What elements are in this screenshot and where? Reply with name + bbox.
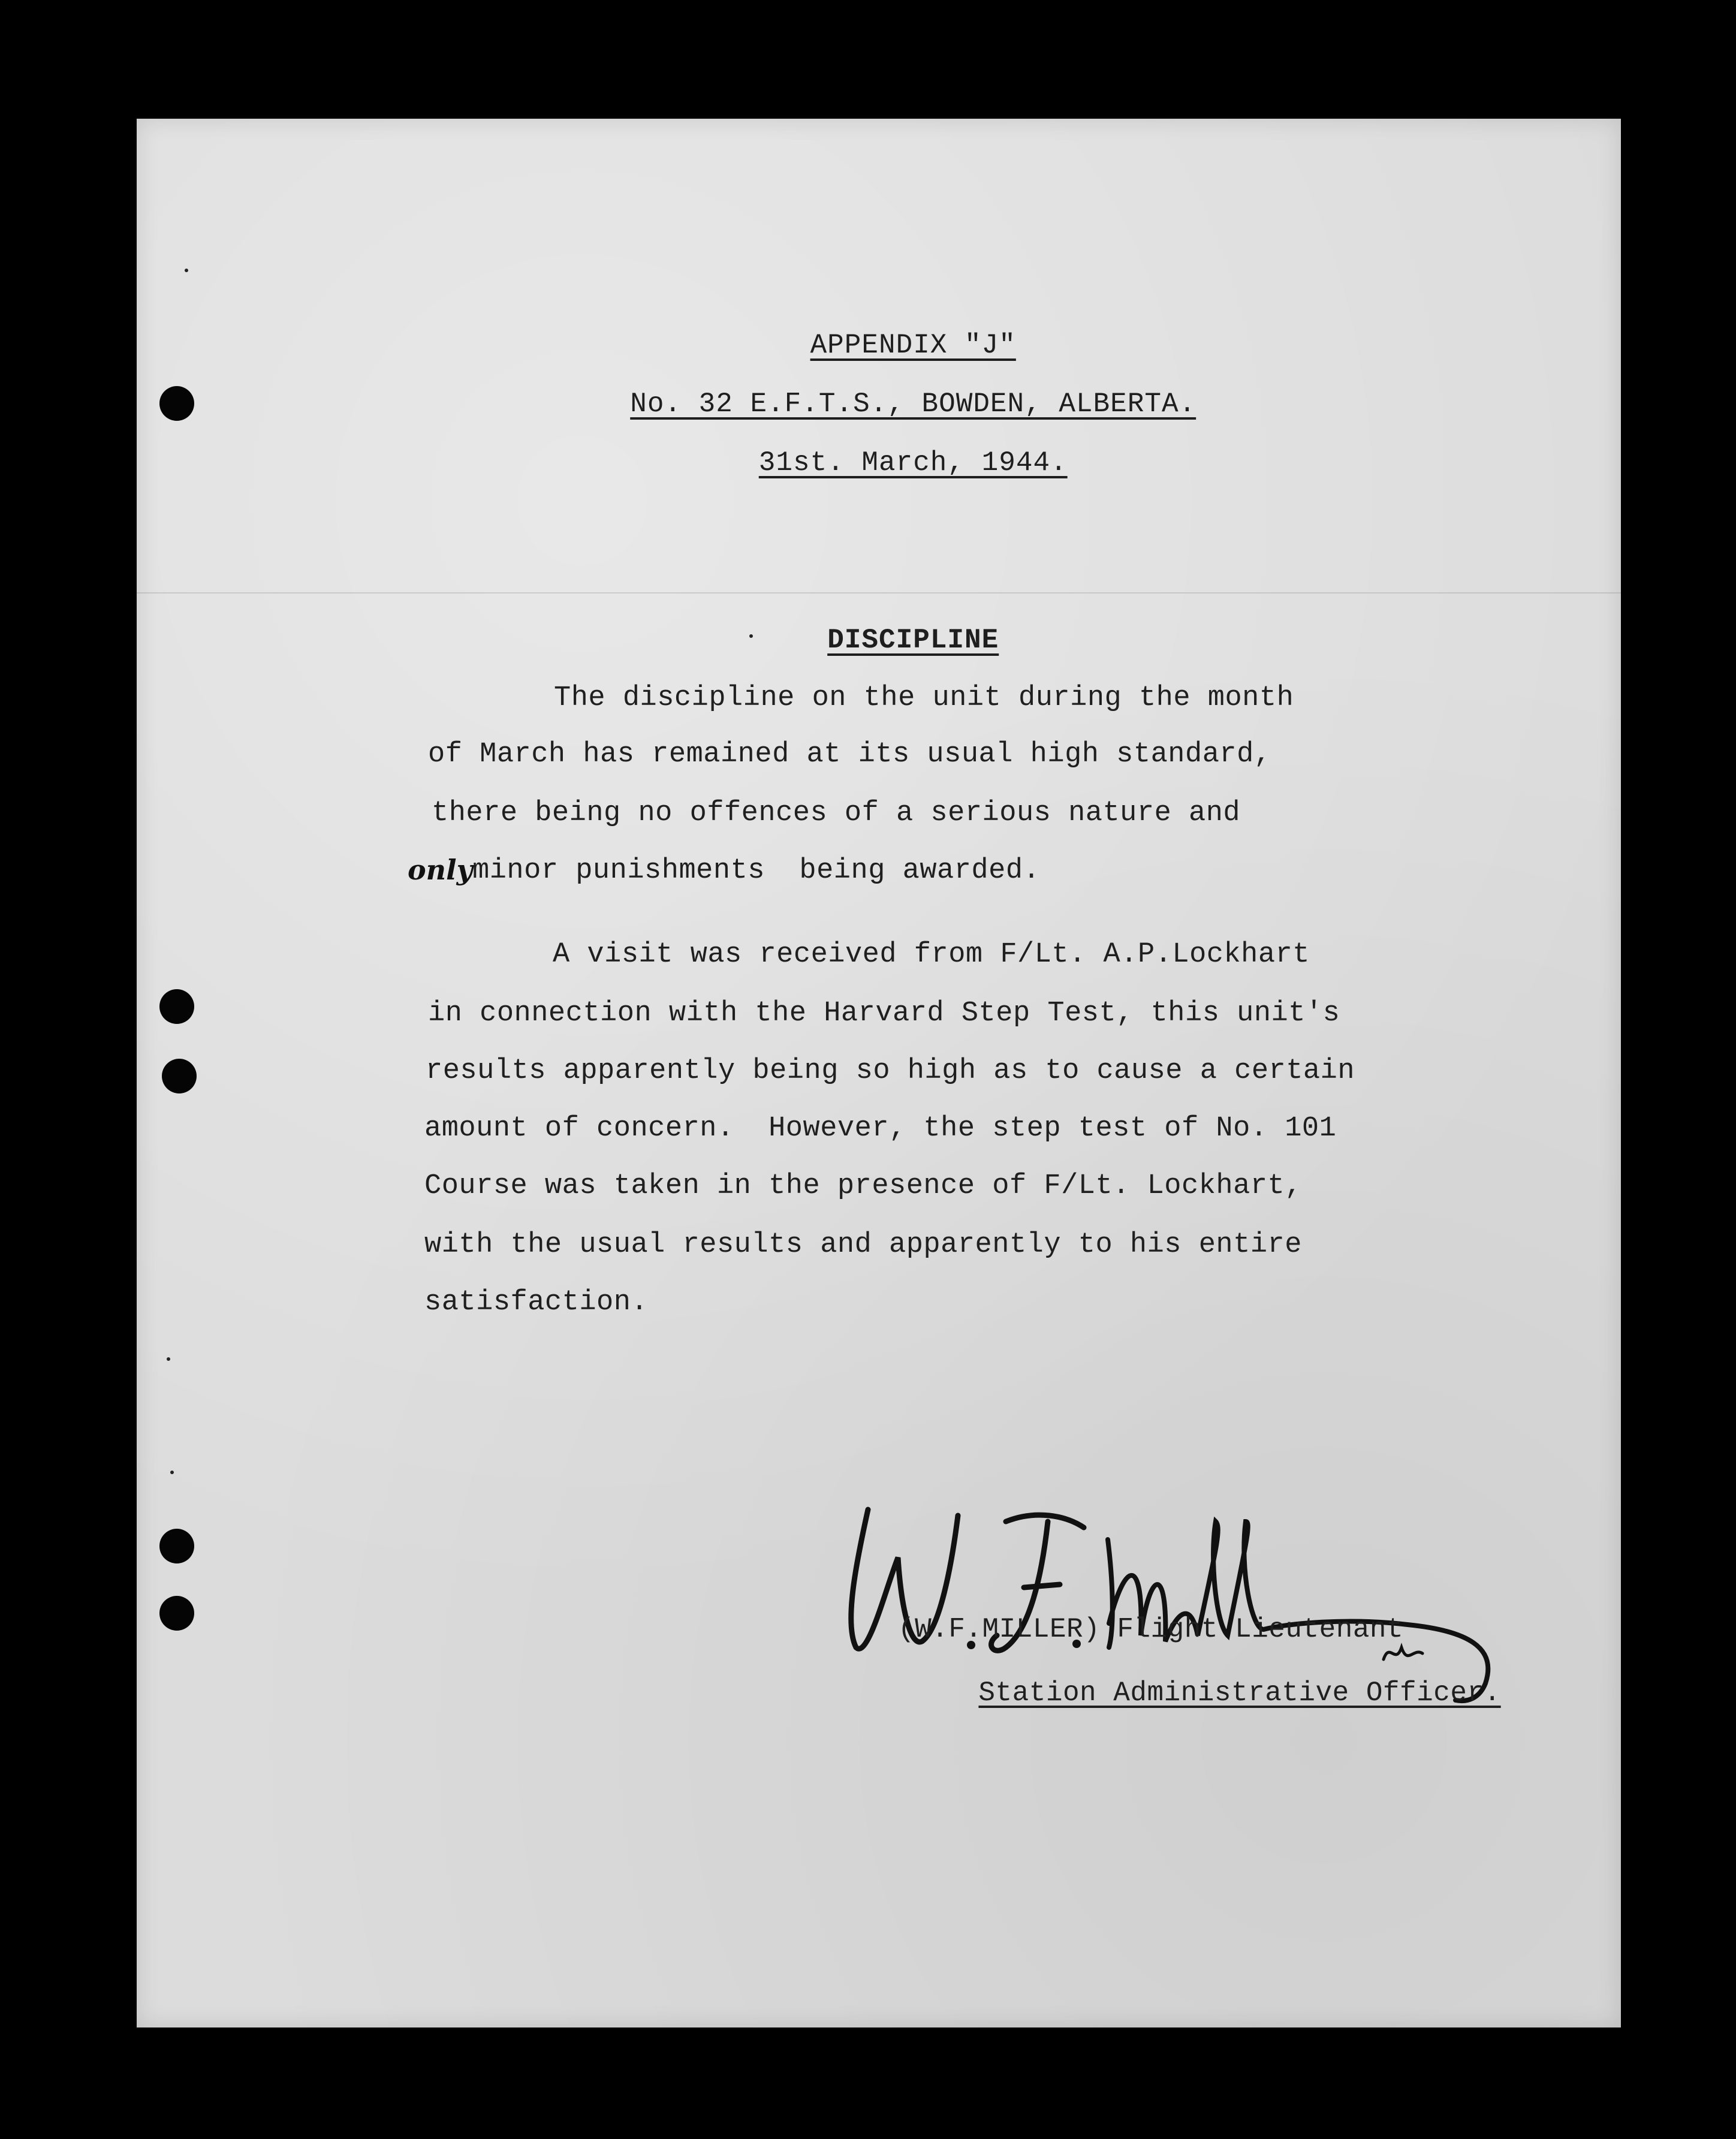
punch-hole (159, 1529, 194, 1563)
paragraph2-line: with the usual results and apparently to his entire (424, 1229, 1302, 1261)
paragraph1-line: The discipline on the unit during the month (554, 682, 1294, 714)
speck (170, 1471, 174, 1474)
unit-title: No. 32 E.F.T.S., BOWDEN, ALBERTA. (630, 388, 1196, 420)
document-page (137, 119, 1621, 2027)
paragraph2-line: amount of concern. However, the step test of No. 101 (424, 1113, 1337, 1144)
paragraph2-line: satisfaction. (424, 1287, 649, 1318)
punch-hole (159, 1596, 194, 1631)
punch-hole (159, 989, 194, 1024)
signatory-name-rank: (W.F.MILLER) Flight Lieutenant (898, 1614, 1404, 1645)
paragraph1-line: of March has remained at its usual high standard, (428, 739, 1271, 770)
signatory-title: Station Administrative Officer. (978, 1677, 1501, 1709)
appendix-title: APPENDIX "J" (810, 330, 1016, 361)
paragraph2-line: results apparently being so high as to cause a certain (426, 1055, 1355, 1087)
handwritten-insert: only (408, 854, 473, 886)
date-line: 31st. March, 1944. (758, 447, 1068, 478)
paragraph2-line: in connection with the Harvard Step Test, this unit's (428, 998, 1340, 1029)
paragraph2-line: A visit was received from F/Lt. A.P.Lockhart (553, 939, 1310, 971)
speck (167, 1357, 170, 1361)
paragraph1-line: minor punishments being awarded. (472, 855, 1041, 887)
paragraph1-line: there being no offences of a serious nature and (432, 797, 1241, 829)
punch-hole (162, 1059, 197, 1093)
paragraph2-line: Course was taken in the presence of F/Lt. Lockhart, (424, 1170, 1302, 1202)
speck (185, 269, 188, 272)
section-heading: DISCIPLINE (827, 625, 999, 656)
